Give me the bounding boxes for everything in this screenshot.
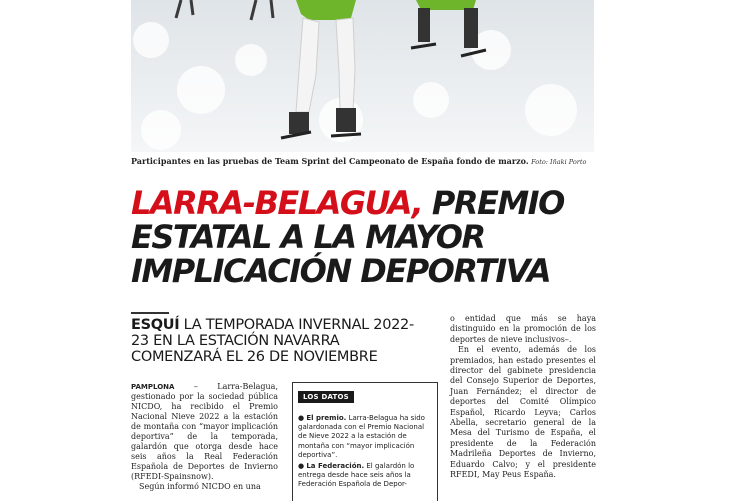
headline-rest: PREMIO ESTATAL A LA MAYOR IMPLICACIÓN DEPORTIVA	[131, 184, 564, 290]
fact-text: Larra-Belagua ha sido galardonada con el Premio Nacional de Nieve 2022 a la estación de montaña con “mayor implicación deportiva”.	[298, 414, 425, 459]
photo-caption	[131, 156, 601, 166]
skiers-illustration	[131, 0, 594, 152]
section-rule	[131, 312, 169, 314]
bullet-icon: ●	[298, 462, 305, 471]
fact-item	[298, 414, 432, 460]
paragraph-event: En el evento, además de los premiados, han estado presentes el director del gabinete presidencia del Consejo Superior de Deportes, Juan Fernández; el director de deportes del Comité Olímpico Español, Ricardo Leyva; Carlos Abella, secretario general de la Mesa del Turismo de España, el presidente de la Federación Madrileña Deportes de Invierno, Eduardo Calvo; y el presidente RFEDI, May Peus España.	[450, 345, 596, 480]
fact-lead: La Federación.	[306, 462, 365, 471]
facts-box-label: LOS DATOS	[298, 391, 354, 403]
body-column-left	[131, 382, 278, 492]
section-keyword: ESQUÍ	[131, 317, 180, 333]
race-photo	[131, 0, 594, 152]
headline-highlight: LARRA-BELAGUA,	[131, 184, 423, 222]
bullet-icon: ●	[298, 414, 305, 422]
fact-item	[298, 462, 432, 490]
dateline: PAMPLONA	[131, 383, 175, 391]
paragraph-continued: o entidad que más se haya distinguido en la promoción de los deportes de nieve inclusivos–.	[450, 314, 596, 344]
fact-text: El galardón lo entrega desde hace seis años la Federación Española de Depor-	[298, 462, 415, 489]
subheadline	[131, 317, 431, 365]
paragraph-1	[131, 382, 278, 482]
body-column-right	[450, 314, 596, 481]
paragraph-1-text: – Larra-Belagua, gestionado por la sociedad pública NICDO, ha recibido el Premio Nacional Nieve 2022 a la estación de montaña con “mayor implicación deportiva” de la temporada, galardón que otorga desde hace seis años la Real Federación Española de Deportes de Invierno (RFEDI-Spainsnow).	[131, 382, 278, 481]
facts-box-items	[298, 414, 432, 492]
caption-text: Participantes en las pruebas de Team Sprint del Campeonato de España fondo de marzo.	[131, 156, 529, 166]
fact-lead: El premio.	[306, 414, 347, 422]
photo-credit: Foto: Iñaki Porto	[531, 158, 587, 166]
subhead-text: LA TEMPORADA INVERNAL 2022-23 EN LA ESTACIÓN NAVARRA COMENZARÁ EL 26 DE NOVIEMBRE	[131, 317, 414, 365]
paragraph-2: Según informó NICDO en una	[139, 482, 261, 491]
headline	[131, 186, 611, 288]
